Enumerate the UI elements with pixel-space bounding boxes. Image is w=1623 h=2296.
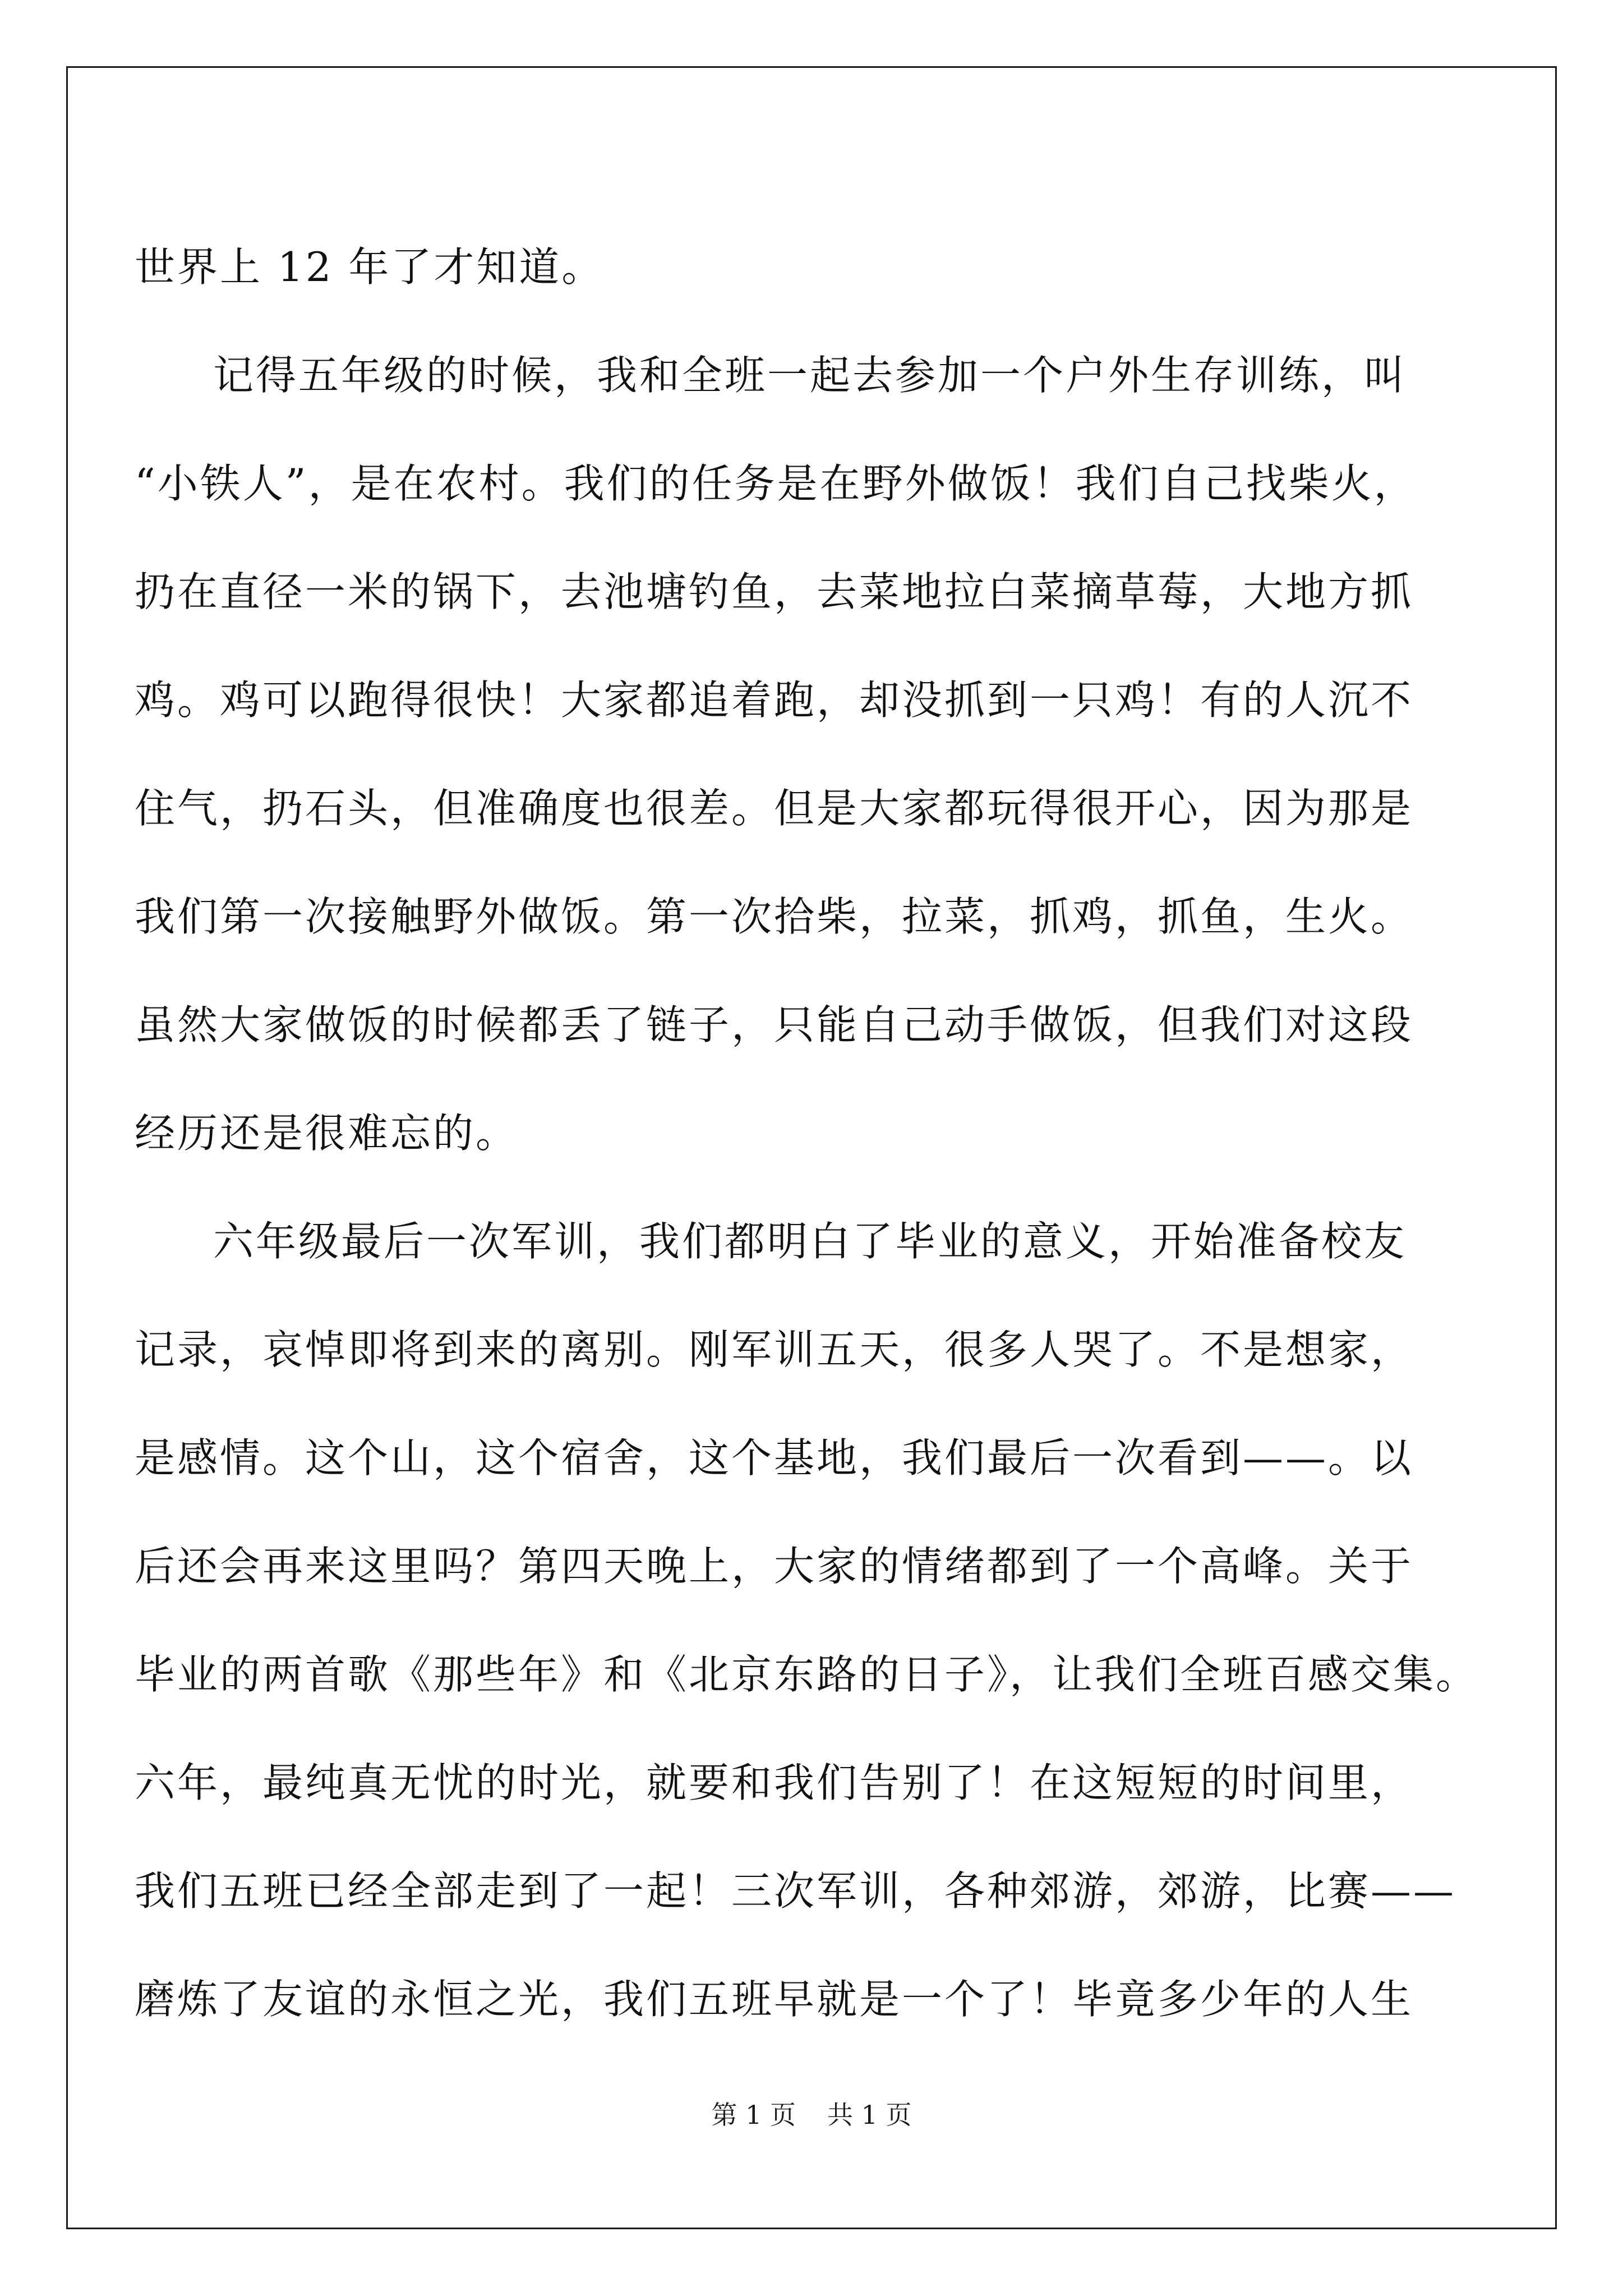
text-line-2: 记得五年级的时候，我和全班一起去参加一个户外生存训练，叫 [213, 352, 1407, 399]
page-number: 第 1 页 [711, 2100, 796, 2130]
text-line-3: “小铁人”，是在农村。我们的任务是在野外做饭！我们自己找柴火， [135, 460, 1417, 507]
text-line-6: 住气，扔石头，但准确度也很差。但是大家都玩得很开心，因为那是 [135, 785, 1414, 832]
text-line-7: 我们第一次接触野外做饭。第一次拾柴，拉菜，抓鸡，抓鱼，生火。 [135, 893, 1414, 940]
text-line-8: 虽然大家做饭的时候都丢了链子，只能自己动手做饭，但我们对这段 [135, 1001, 1414, 1048]
text-line-4: 扔在直径一米的锅下，去池塘钓鱼，去菜地拉白菜摘草莓，大地方抓 [135, 568, 1414, 615]
document-body [135, 213, 1492, 2054]
page-footer [0, 2098, 1623, 2132]
text-line-13: 后还会再来这里吗？第四天晚上，大家的情绪都到了一个高峰。关于 [135, 1543, 1414, 1590]
text-line-14: 毕业的两首歌《那些年》和《北京东路的日子》，让我们全班百感交集。 [135, 1651, 1479, 1698]
text-line-11: 记录，哀悼即将到来的离别。刚军训五天，很多人哭了。不是想家， [135, 1326, 1414, 1373]
text-line-1: 世界上 12 年了才知道。 [135, 243, 605, 291]
text-line-12: 是感情。这个山，这个宿舍，这个基地，我们最后一次看到——。以 [135, 1434, 1414, 1481]
text-line-15: 六年，最纯真无忧的时光，就要和我们告别了！在这短短的时间里， [135, 1759, 1414, 1806]
text-line-5: 鸡。鸡可以跑得很快！大家都追着跑，却没抓到一只鸡！有的人沉不 [135, 677, 1414, 724]
text-line-17: 磨炼了友谊的永恒之光，我们五班早就是一个了！毕竟多少年的人生 [135, 1976, 1414, 2023]
text-line-10: 六年级最后一次军训，我们都明白了毕业的意义，开始准备校友 [213, 1218, 1407, 1265]
page-total: 共 1 页 [827, 2100, 912, 2130]
text-line-16: 我们五班已经全部走到了一起！三次军训，各种郊游，郊游，比赛—— [135, 1867, 1456, 1915]
text-line-9: 经历还是很难忘的。 [135, 1110, 519, 1157]
